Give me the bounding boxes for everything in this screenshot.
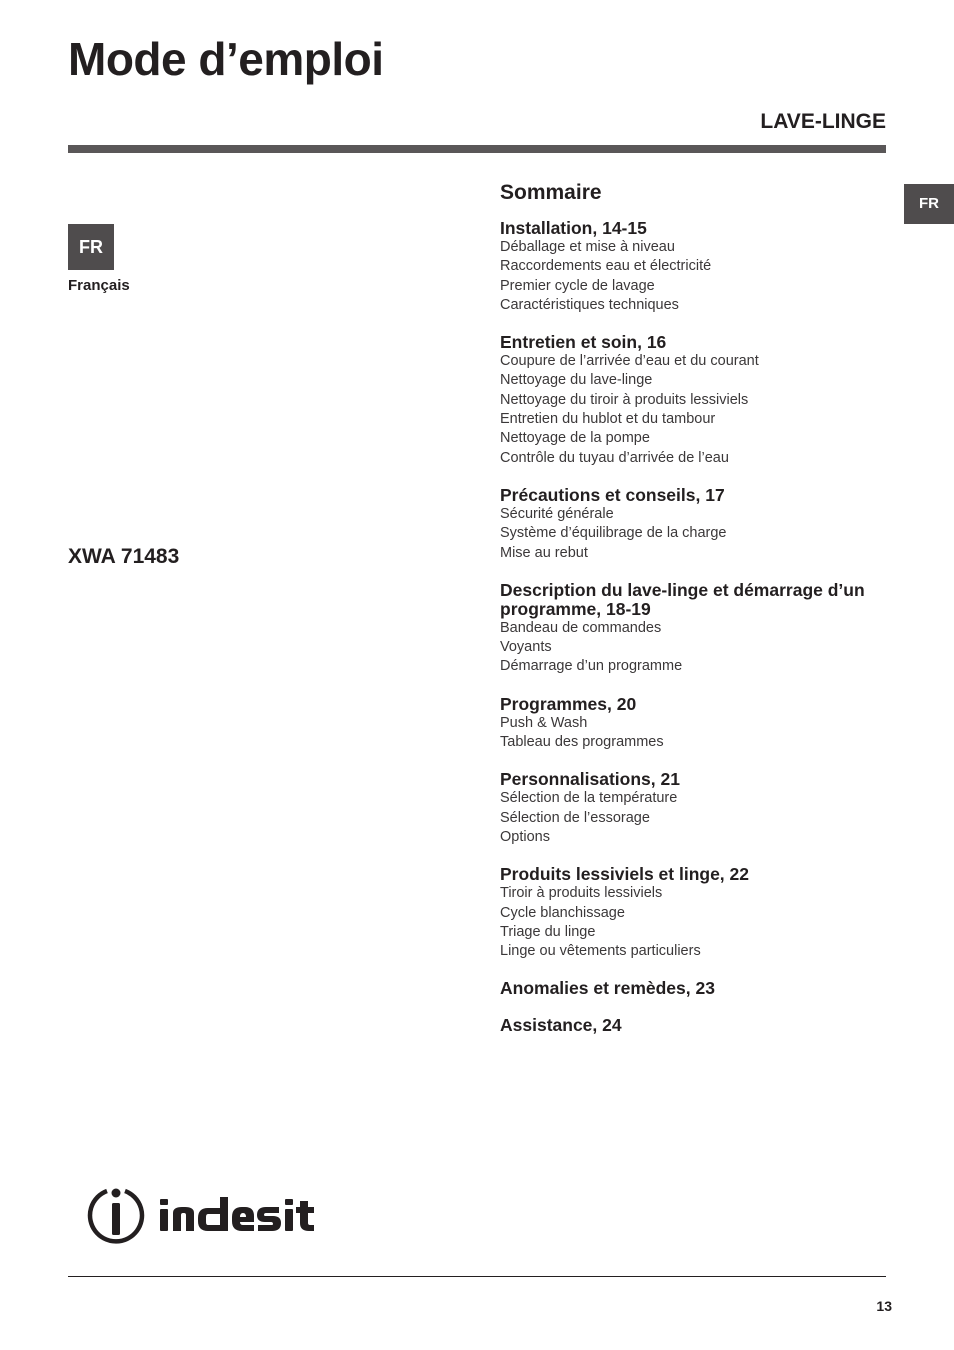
toc-item-list xyxy=(500,619,900,677)
toc-sections xyxy=(500,219,900,1035)
toc-item: Nettoyage de la pompe xyxy=(500,430,650,447)
toc-section xyxy=(500,219,900,315)
toc-item: Sélection de l’essorage xyxy=(500,809,650,826)
toc-item-list xyxy=(500,238,900,315)
toc-item: Coupure de l’arrivée d’eau et du courant xyxy=(500,353,759,370)
page-title: Mode d’emploi xyxy=(68,33,384,85)
toc-item: Mise au rebut xyxy=(500,544,588,561)
toc-section-title: Assistance, 24 xyxy=(500,1015,622,1036)
toc-item: Démarrage d’un programme xyxy=(500,658,683,675)
toc-section xyxy=(500,865,900,961)
toc-item: Tableau des programmes xyxy=(500,734,664,751)
toc-section xyxy=(500,695,900,753)
toc-item: Push & Wash xyxy=(500,714,588,731)
toc-section-title: Anomalies et remèdes, 23 xyxy=(500,978,715,999)
toc-section xyxy=(500,581,900,677)
toc-heading: Sommaire xyxy=(500,181,602,204)
toc-item: Voyants xyxy=(500,639,552,656)
page-number: 13 xyxy=(876,1298,892,1314)
toc-item: Bandeau de commandes xyxy=(500,619,662,636)
toc-section-title: Entretien et soin, 16 xyxy=(500,332,667,353)
toc-section-title: Produits lessiviels et linge, 22 xyxy=(500,864,749,885)
model-number: XWA 71483 xyxy=(68,545,180,568)
toc-item: Raccordements eau et électricité xyxy=(500,258,712,275)
toc-section xyxy=(500,333,900,468)
toc-item-list xyxy=(500,714,900,753)
toc-item: Triage du linge xyxy=(500,923,596,940)
toc-item-list xyxy=(500,789,900,847)
table-of-contents xyxy=(500,180,900,1053)
toc-item: Options xyxy=(500,828,550,845)
toc-section-title: Programmes, 20 xyxy=(500,693,637,714)
toc-section-title: Précautions et conseils, 17 xyxy=(500,484,725,505)
toc-item-list xyxy=(500,505,900,563)
toc-item: Caractéristiques techniques xyxy=(500,296,679,313)
toc-item: Nettoyage du tiroir à produits lessiviels xyxy=(500,391,749,408)
toc-item: Cycle blanchissage xyxy=(500,904,625,921)
toc-item: Linge ou vêtements particuliers xyxy=(500,943,701,960)
toc-item-list xyxy=(500,884,900,961)
header-divider xyxy=(68,145,886,153)
toc-section-title: Personnalisations, 21 xyxy=(500,769,680,790)
toc-item: Nettoyage du lave-linge xyxy=(500,372,653,389)
toc-item: Premier cycle de lavage xyxy=(500,277,655,294)
toc-section xyxy=(500,770,900,847)
toc-section-title: Description du lave-linge et démarrage d’un programme, 18-19 xyxy=(500,579,865,619)
toc-item: Sélection de la température xyxy=(500,790,678,807)
toc-item: Déballage et mise à niveau xyxy=(500,239,675,255)
indesit-logo xyxy=(86,1183,318,1250)
toc-item-list xyxy=(500,352,900,468)
indesit-logo-icon xyxy=(86,1183,318,1245)
toc-item: Entretien du hublot et du tambour xyxy=(500,411,716,428)
toc-item: Contrôle du tuyau d’arrivée de l’eau xyxy=(500,449,729,466)
footer-divider xyxy=(68,1276,886,1277)
language-side-tab: FR xyxy=(904,184,954,224)
toc-item: Sécurité générale xyxy=(500,505,614,522)
language-name: Français xyxy=(68,277,130,294)
toc-section xyxy=(500,486,900,563)
toc-section-title: Installation, 14-15 xyxy=(500,218,647,238)
language-code-badge: FR xyxy=(68,224,114,270)
toc-section xyxy=(500,979,900,998)
toc-section xyxy=(500,1016,900,1035)
product-type-label: LAVE-LINGE xyxy=(760,110,886,133)
toc-item: Tiroir à produits lessiviels xyxy=(500,885,663,902)
toc-item: Système d’équilibrage de la charge xyxy=(500,525,727,542)
